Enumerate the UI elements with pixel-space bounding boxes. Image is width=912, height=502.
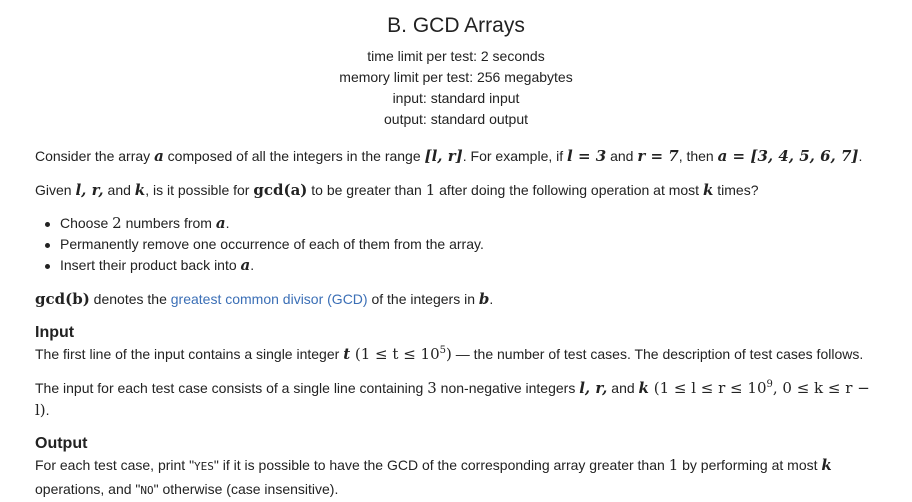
gcd-link[interactable]: greatest common divisor (GCD) bbox=[170, 291, 368, 307]
text: Consider the array bbox=[35, 148, 155, 164]
text: times? bbox=[713, 182, 759, 198]
problem-header bbox=[0, 0, 912, 130]
list-item: Permanently remove one occurrence of each of them from the array. bbox=[60, 234, 878, 255]
math-var-k: k bbox=[638, 379, 649, 397]
operations-list bbox=[35, 213, 878, 276]
text: " otherwise (case insensitive). bbox=[153, 481, 339, 497]
math-var-t: t bbox=[343, 345, 351, 363]
problem-title: B. GCD Arrays bbox=[387, 14, 525, 37]
output-paragraph bbox=[35, 454, 878, 502]
text: Given bbox=[35, 182, 76, 198]
math-var-k: k bbox=[134, 181, 146, 199]
input-section-title: Input bbox=[35, 324, 75, 341]
math-vars: l, r, bbox=[579, 379, 608, 397]
text: For each test case, print " bbox=[35, 457, 195, 473]
math-one: 1 bbox=[668, 456, 679, 474]
math-var-a: a bbox=[154, 147, 164, 165]
math-var-k: k bbox=[821, 456, 832, 474]
code-no: NO bbox=[140, 484, 154, 497]
text: " if it is possible to have the GCD of the corresponding array greater than bbox=[213, 457, 669, 473]
math-eq-l: l = 3 bbox=[567, 147, 607, 165]
list-item: Choose 2 numbers from a. bbox=[60, 213, 878, 234]
math-vars: l, r, bbox=[75, 181, 104, 199]
math-var-k: k bbox=[702, 181, 714, 199]
text: The first line of the input contains a single integer bbox=[35, 346, 344, 362]
text: . For example, if bbox=[462, 148, 568, 164]
math-constraint: $(1 \le t \le 10^5)$ bbox=[350, 345, 452, 363]
code-yes: YES bbox=[194, 460, 214, 473]
text: and bbox=[606, 148, 638, 164]
math-gcd-a: gcd(a) bbox=[253, 181, 308, 199]
text: composed of all the integers in the range bbox=[163, 148, 425, 164]
text: — the number of test cases. The description of test cases follows. bbox=[451, 346, 864, 362]
text: and bbox=[103, 182, 135, 198]
math-one: 1 bbox=[425, 181, 436, 199]
output-file: output: standard output bbox=[384, 111, 528, 127]
text: non-negative integers bbox=[436, 380, 580, 396]
math-gcd-b: gcd(b) bbox=[35, 290, 90, 308]
text: by performing at most bbox=[678, 457, 822, 473]
math-constraint: ($1 \le l \le r \le 10^9$, 0 ≤ k ≤ r − l) bbox=[35, 379, 870, 419]
statement-paragraph-3 bbox=[35, 288, 878, 310]
statement-paragraph-2 bbox=[35, 179, 878, 201]
text: , then bbox=[678, 148, 718, 164]
text: . bbox=[858, 148, 863, 164]
text: . bbox=[489, 291, 494, 307]
math-eq-r: r = 7 bbox=[637, 147, 679, 165]
output-section-title: Output bbox=[35, 435, 88, 452]
math-eq-a: a = [3, 4, 5, 6, 7] bbox=[717, 147, 859, 165]
time-limit: time limit per test: 2 seconds bbox=[367, 48, 545, 64]
text: . bbox=[45, 402, 50, 418]
text: to be greater than bbox=[307, 182, 426, 198]
text: after doing the following operation at most bbox=[435, 182, 703, 198]
math-range: [l, r] bbox=[424, 147, 463, 165]
input-file: input: standard input bbox=[392, 90, 520, 106]
list-item: Insert their product back into a. bbox=[60, 255, 878, 276]
text: and bbox=[607, 380, 639, 396]
math-three: 3 bbox=[427, 379, 437, 397]
text: denotes the bbox=[89, 291, 171, 307]
input-paragraph-1 bbox=[35, 343, 878, 365]
input-paragraph-2 bbox=[35, 377, 878, 421]
text: operations, and " bbox=[35, 481, 141, 497]
math-var-b: b bbox=[478, 290, 490, 308]
statement-paragraph-1 bbox=[35, 145, 878, 167]
text: , is it possible for bbox=[145, 182, 254, 198]
problem-statement bbox=[0, 145, 912, 502]
memory-limit: memory limit per test: 256 megabytes bbox=[339, 69, 573, 85]
text: The input for each test case consists of a single line containing bbox=[35, 380, 428, 396]
text: of the integers in bbox=[367, 291, 479, 307]
